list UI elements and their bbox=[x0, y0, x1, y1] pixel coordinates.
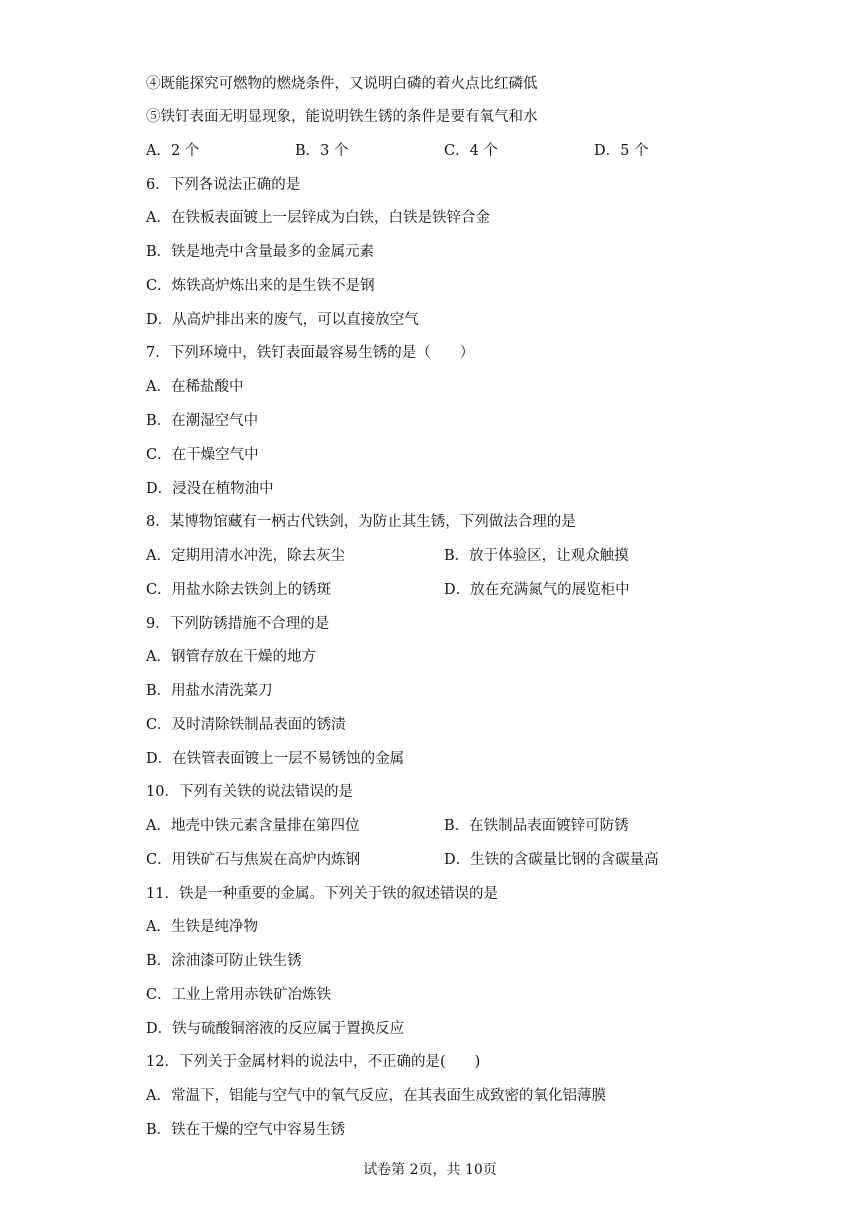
q10-option-c: C．用铁矿石与焦炭在高炉内炼钢 bbox=[146, 852, 361, 868]
q7-stem: 7．下列环境中，铁钉表面最容易生锈的是（ ） bbox=[146, 345, 475, 361]
q7-option-d: D．浸没在植物油中 bbox=[146, 481, 274, 497]
q9-option-d: D．在铁管表面镀上一层不易锈蚀的金属 bbox=[146, 751, 405, 767]
q6-option-c: C．炼铁高炉炼出来的是生铁不是钢 bbox=[146, 278, 375, 294]
q10-option-d: D．生铁的含碳量比钢的含碳量高 bbox=[444, 852, 659, 868]
q6-stem: 6．下列各说法正确的是 bbox=[146, 177, 301, 193]
q9-option-c: C．及时清除铁制品表面的锈渍 bbox=[146, 717, 346, 733]
q5-option-b: B．3 个 bbox=[295, 143, 349, 159]
q9-stem: 9．下列防锈措施不合理的是 bbox=[146, 616, 330, 632]
q6-option-b: B．铁是地壳中含量最多的金属元素 bbox=[146, 244, 375, 260]
q10-option-a: A．地壳中铁元素含量排在第四位 bbox=[146, 818, 360, 834]
q9-option-a: A．钢管存放在干燥的地方 bbox=[146, 649, 316, 665]
q12-option-b: B．铁在干燥的空气中容易生锈 bbox=[146, 1122, 346, 1138]
q9-option-b: B．用盐水清洗菜刀 bbox=[146, 683, 273, 699]
q8-option-c: C．用盐水除去铁剑上的锈斑 bbox=[146, 582, 332, 598]
page-footer: 试卷第 2页，共 10页 bbox=[363, 1162, 497, 1178]
q5-option-d: D．5 个 bbox=[594, 143, 649, 159]
q10-option-b: B．在铁制品表面镀锌可防锈 bbox=[444, 818, 629, 834]
q11-option-a: A．生铁是纯净物 bbox=[146, 919, 258, 935]
q8-stem: 8．某博物馆藏有一柄古代铁剑，为防止其生锈，下列做法合理的是 bbox=[146, 514, 576, 530]
q10-stem: 10．下列有关铁的说法错误的是 bbox=[146, 784, 353, 800]
q6-option-a: A．在铁板表面镀上一层锌成为白铁，白铁是铁锌合金 bbox=[146, 210, 490, 226]
q7-option-c: C．在干燥空气中 bbox=[146, 447, 259, 463]
q8-option-a: A．定期用清水冲洗，除去灰尘 bbox=[146, 548, 345, 564]
q8-option-b: B．放于体验区，让观众触摸 bbox=[444, 548, 629, 564]
statement-4: ④既能探究可燃物的燃烧条件，又说明白磷的着火点比红磷低 bbox=[146, 76, 538, 92]
q7-option-b: B．在潮湿空气中 bbox=[146, 413, 259, 429]
q12-option-a: A．常温下，铝能与空气中的氧气反应，在其表面生成致密的氧化铝薄膜 bbox=[146, 1088, 606, 1104]
q11-option-b: B．涂油漆可防止铁生锈 bbox=[146, 953, 302, 969]
q6-option-d: D．从高炉排出来的废气，可以直接放空气 bbox=[146, 312, 419, 328]
q11-stem: 11．铁是一种重要的金属。下列关于铁的叙述错误的是 bbox=[146, 886, 498, 902]
q11-option-c: C．工业上常用赤铁矿冶炼铁 bbox=[146, 987, 332, 1003]
q5-option-a: A．2 个 bbox=[146, 143, 200, 159]
q12-stem: 12．下列关于金属材料的说法中，不正确的是( ) bbox=[146, 1054, 481, 1070]
q5-option-c: C．4 个 bbox=[444, 143, 498, 159]
statement-5: ⑤铁钉表面无明显现象，能说明铁生锈的条件是要有氧气和水 bbox=[146, 109, 538, 125]
q11-option-d: D．铁与硫酸铜溶液的反应属于置换反应 bbox=[146, 1021, 405, 1037]
q8-option-d: D．放在充满氮气的展览柜中 bbox=[444, 582, 630, 598]
q7-option-a: A．在稀盐酸中 bbox=[146, 379, 244, 395]
